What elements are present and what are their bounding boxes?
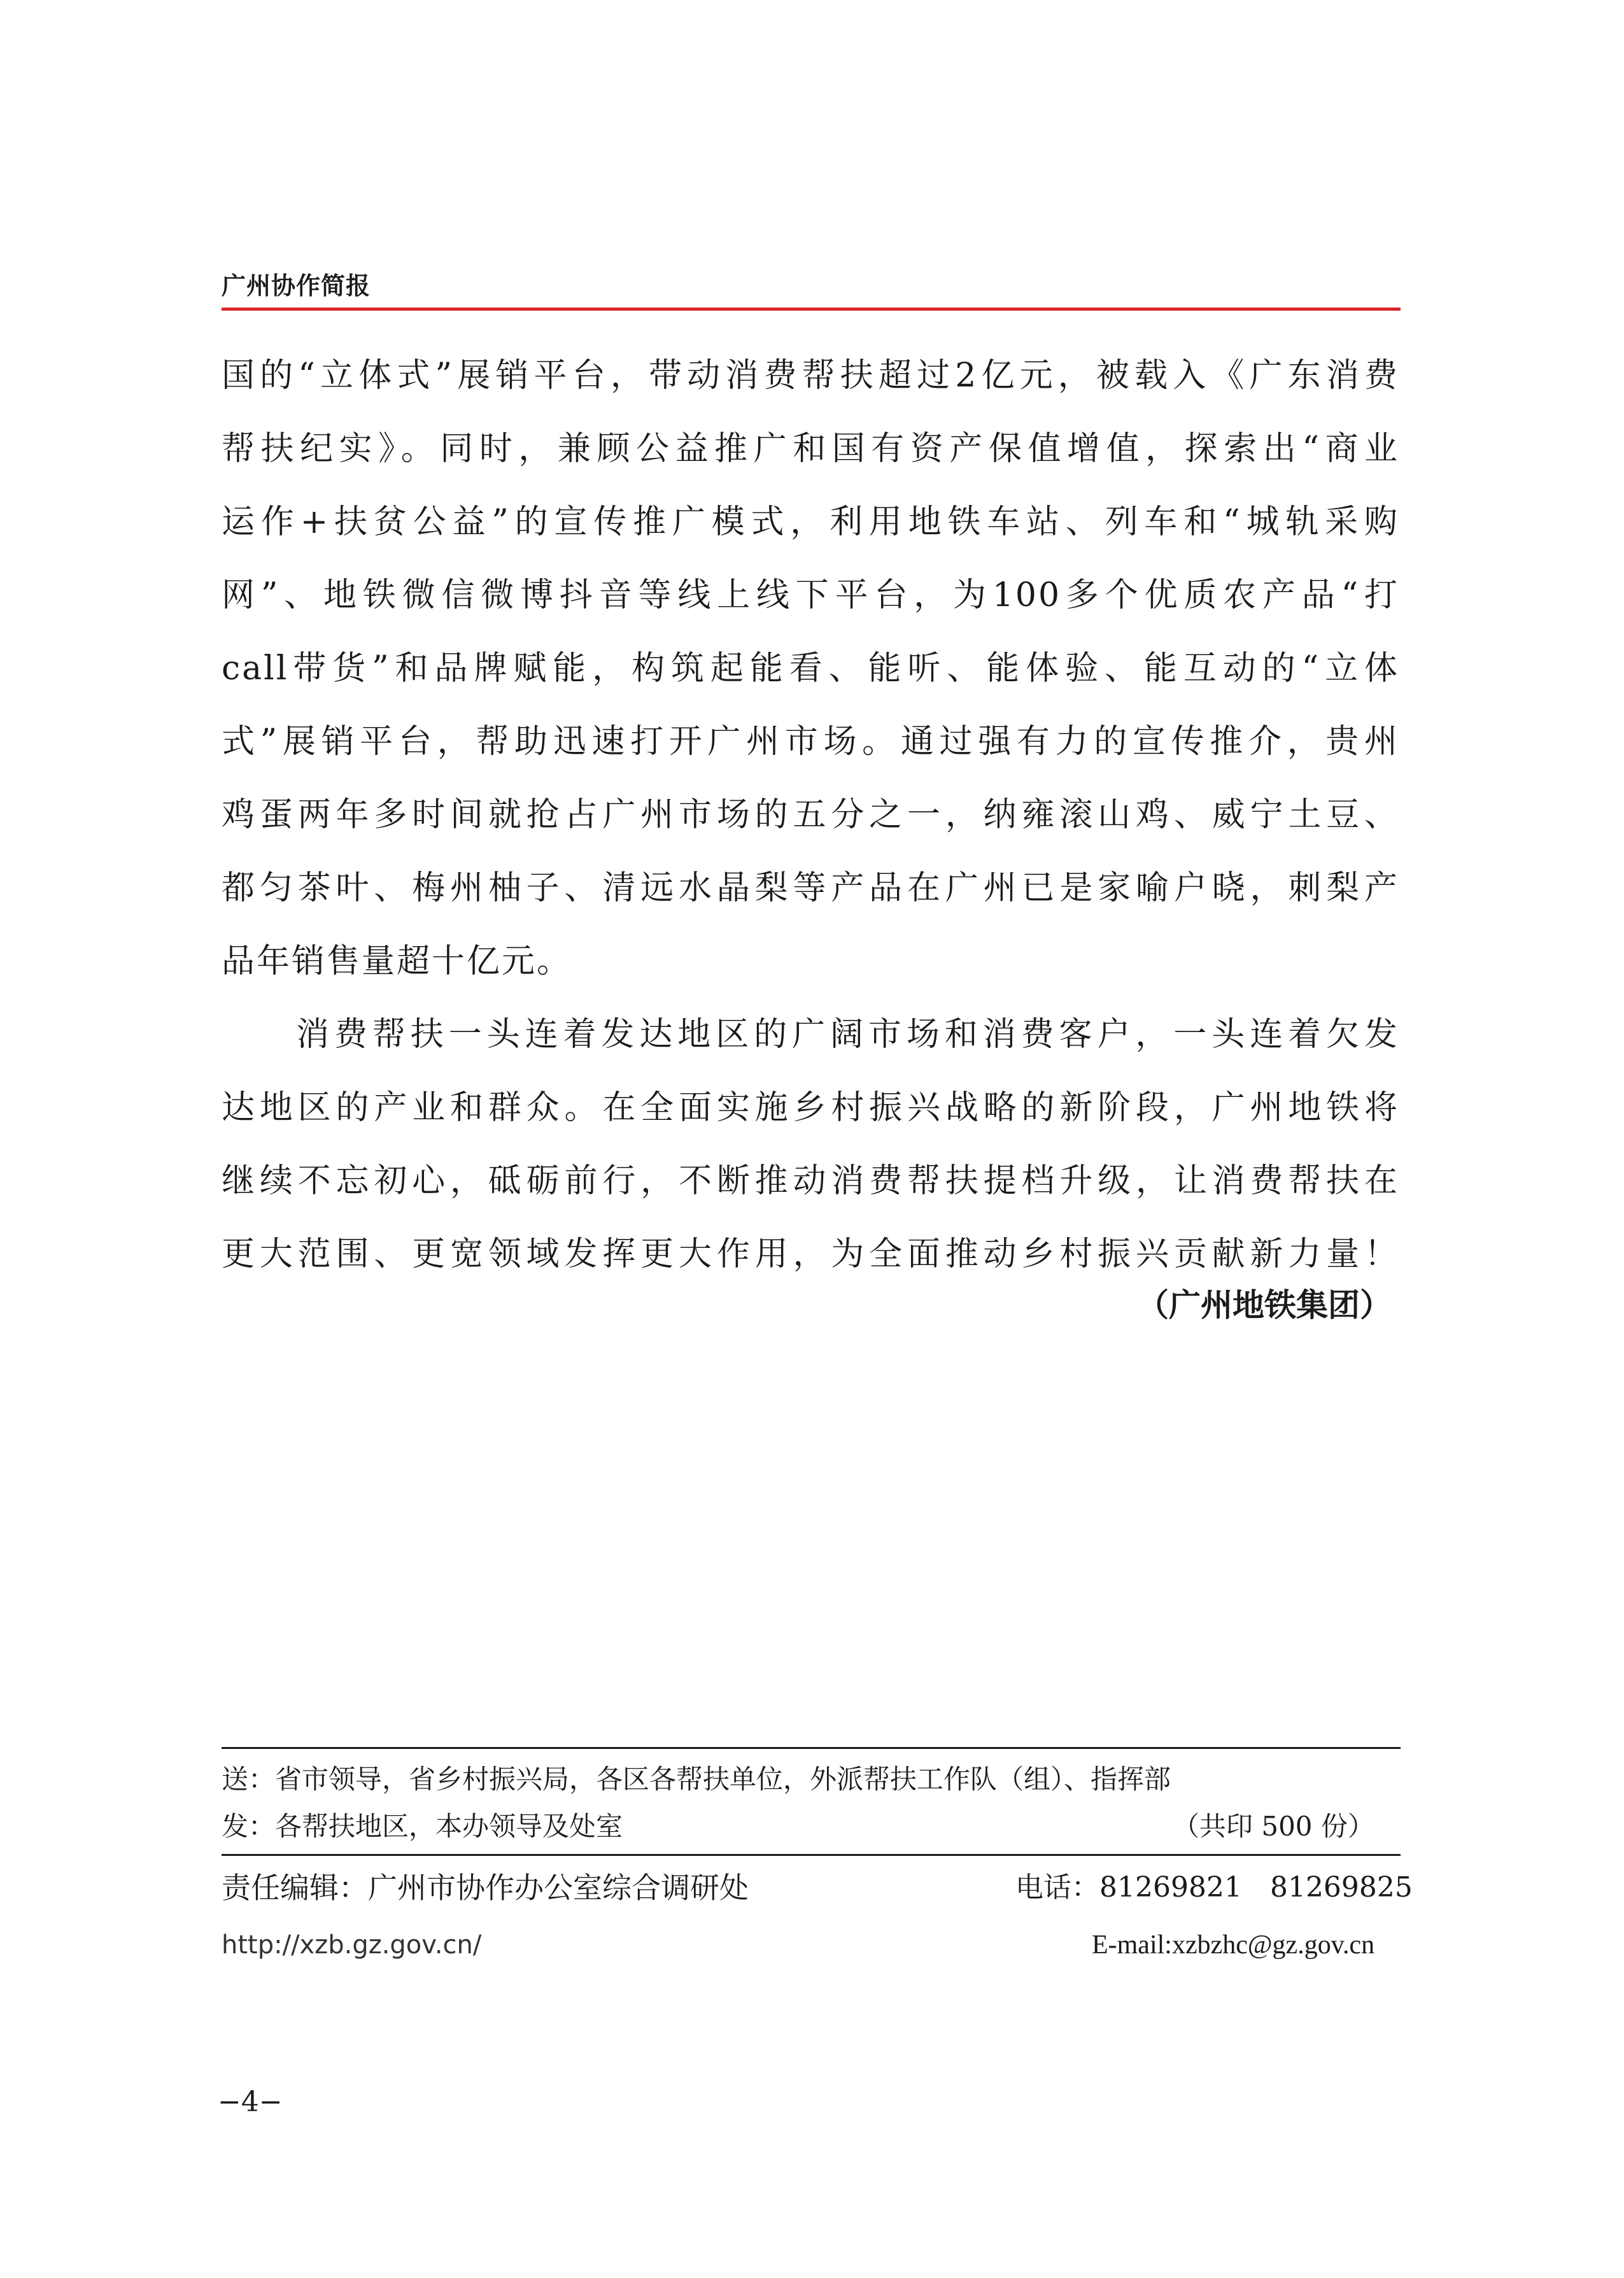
header-red-rule bbox=[222, 308, 1401, 311]
body-line: 都匀茶叶、梅州柚子、清远水晶梨等产品在广州已是家喻户晓，刺梨产 bbox=[222, 869, 1399, 907]
body-line: 达地区的产业和群众。在全面实施乡村振兴战略的新阶段，广州地铁将 bbox=[222, 1089, 1399, 1127]
body-line: 鸡蛋两年多时间就抢占广州市场的五分之一，纳雍滚山鸡、威宁土豆、 bbox=[222, 796, 1399, 834]
body-line: 更大范围、更宽领域发挥更大作用，为全面推动乡村振兴贡献新力量！ bbox=[222, 1235, 1399, 1273]
body-line: 网”、地铁微信微博抖音等线上线下平台，为100多个优质农产品“打 bbox=[222, 576, 1399, 614]
send-to-line: 送：省市领导，省乡村振兴局，各区各帮扶单位，外派帮扶工作队（组）、指挥部 bbox=[222, 1764, 1171, 1795]
website-link[interactable]: http://xzb.gz.gov.cn/ bbox=[222, 1930, 482, 1960]
distribution-bottom-rule bbox=[222, 1854, 1401, 1856]
body-line: 消费帮扶一头连着发达地区的广阔市场和消费客户，一头连着欠发 bbox=[296, 1015, 1399, 1054]
page-number: −4− bbox=[218, 2086, 283, 2118]
body-line: 式”展销平台，帮助迅速打开广州市场。通过强有力的宣传推介，贵州 bbox=[222, 723, 1399, 761]
article-source: （广州地铁集团） bbox=[1137, 1287, 1392, 1324]
body-line: 继续不忘初心，砥砺前行，不断推动消费帮扶提档升级，让消费帮扶在 bbox=[222, 1162, 1399, 1200]
email-link[interactable]: E-mail:xzbzhc@gz.gov.cn bbox=[1092, 1930, 1375, 1960]
body-line: 国的“立体式”展销平台，带动消费帮扶超过2亿元，被载入《广东消费 bbox=[222, 357, 1399, 395]
body-line: call带货”和品牌赋能，构筑起能看、能听、能体验、能互动的“立体 bbox=[222, 649, 1399, 688]
print-copies: （共印 500 份） bbox=[1173, 1811, 1374, 1842]
distribution-top-rule bbox=[222, 1747, 1401, 1749]
responsible-editor: 责任编辑：广州市协作办公室综合调研处 bbox=[222, 1871, 749, 1905]
body-line: 运作+扶贫公益”的宣传推广模式，利用地铁车站、列车和“城轨采购 bbox=[222, 503, 1399, 541]
body-line: 帮扶纪实》。同时，兼顾公益推广和国有资产保值增值，探索出“商业 bbox=[222, 430, 1399, 468]
body-line: 品年销售量超十亿元。 bbox=[222, 942, 572, 980]
publication-title: 广州协作简报 bbox=[222, 272, 371, 300]
contact-phone: 电话：81269821 81269825 bbox=[1015, 1871, 1413, 1904]
issue-to-line: 发：各帮扶地区，本办领导及处室 bbox=[222, 1811, 623, 1842]
